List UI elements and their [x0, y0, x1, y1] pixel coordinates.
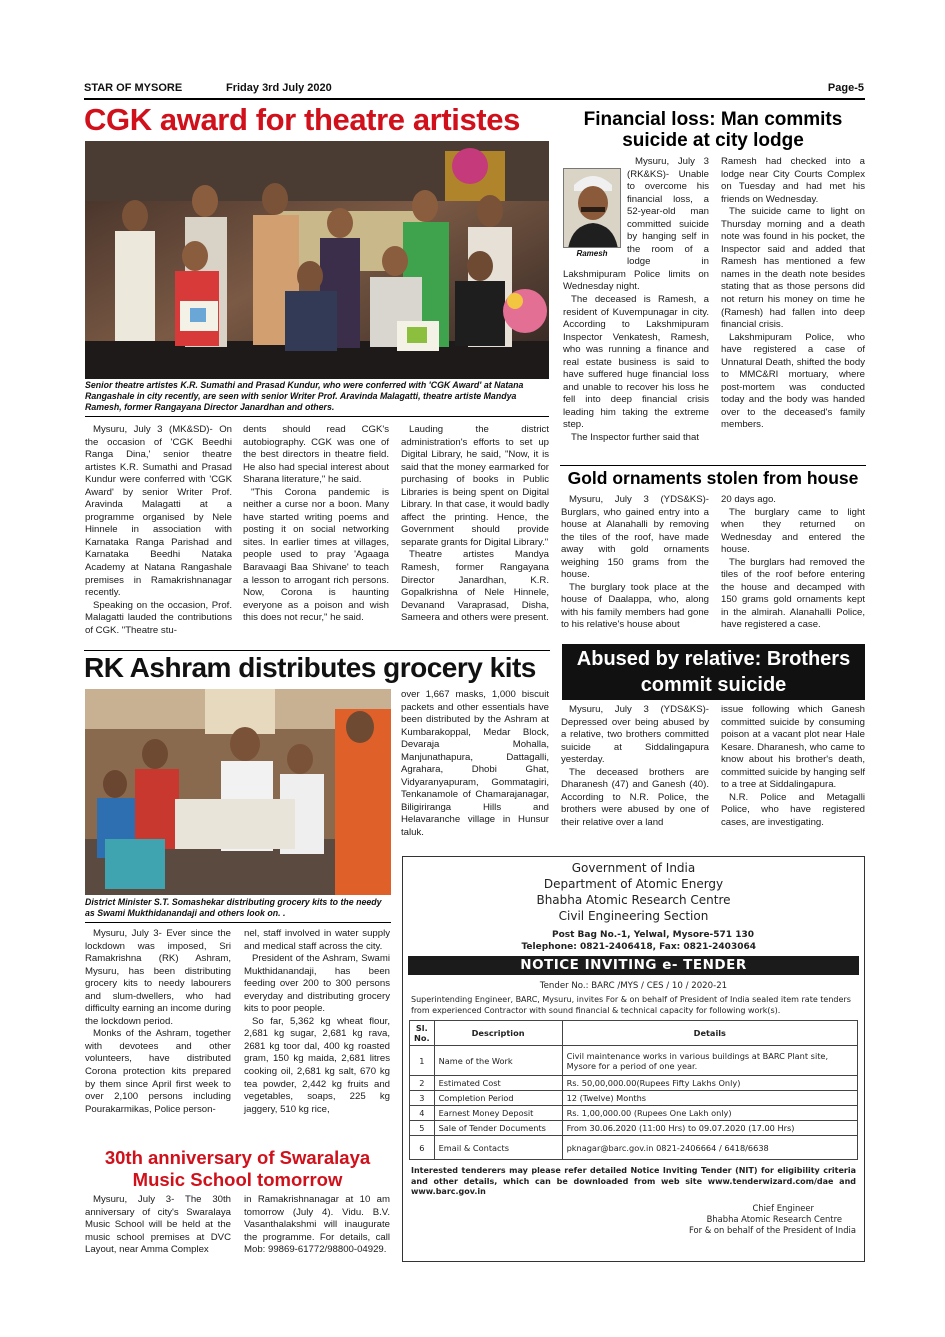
- table-row: [410, 1046, 858, 1076]
- grocery-photo: [85, 689, 391, 895]
- row-number: 4: [410, 1106, 435, 1121]
- header-details: Details: [562, 1021, 857, 1046]
- paragraph: issue following which Ganesh committed suicide by consuming poison at a vacant plot near Hale Kesare. Dharanesh, who came to know about his brother's death, committed suicide by hanging self to a tree at Siddalingapura.: [721, 704, 865, 791]
- tender-address: Post Bag No.-1, Yelwal, Mysore-571 130: [551, 930, 754, 940]
- row-details: From 30.06.2020 (11:00 Hrs) to 09.07.2020 (17.00 Hrs): [562, 1121, 857, 1136]
- paragraph: "This Corona pandemic is neither a curse nor a boon. Many have started writing poems and posting it on social networking sites. In earlier times at villages, people used to pray 'Agaaga Baravaagi Baa Shivane' to teach a lesson to arrogant rich persons. Now, Corona is haunting everyone as a poison and wish this does not recur," he said.: [243, 486, 389, 624]
- row-number: 3: [410, 1091, 435, 1106]
- paragraph: Mysuru, July 3 (YDS&KS)- Depressed over being abused by a relative, two brothers committed suicide at Siddalingapura yesterday.: [561, 704, 709, 766]
- grocery-distribution-photo-icon: [85, 689, 391, 895]
- abused-column-2: [721, 704, 865, 829]
- tender-signatory-behalf: For & on behalf of the President of India: [688, 1224, 856, 1235]
- row-description: Email & Contacts: [434, 1136, 562, 1160]
- table-row: [410, 1106, 858, 1121]
- paragraph: 20 days ago.: [721, 494, 776, 505]
- suicide-headline: Financial loss: Man commits suicide at city lodge: [583, 109, 843, 152]
- row-description: Earnest Money Deposit: [434, 1106, 562, 1121]
- gold-column-1: [561, 494, 709, 632]
- abused-column-1: [561, 704, 709, 829]
- header-sl: Sl. No.: [410, 1021, 435, 1046]
- suicide-column-2: [721, 156, 865, 432]
- gold-headline: Gold ornaments stolen from house: [567, 468, 859, 488]
- grocery-column-3: [401, 689, 549, 840]
- grocery-column-1: [85, 928, 231, 1116]
- lead-text: Mysuru, July 3 (RK&KS)- Unable to overcome his financial loss, a 52-year-old man committed suicide by hanging self in the room of a lodge in Lakshmipuram Police limits on Wednesday night.: [563, 156, 709, 293]
- grocery-caption: District Minister S.T. Somashekar distributing grocery kits to the needy as Swami Mukthidanandaji and others look on. .: [85, 897, 382, 918]
- grocery-column-2: [244, 928, 390, 1116]
- row-number: 5: [410, 1121, 435, 1136]
- row-details: Rs. 1,00,000.00 (Rupees One Lakh only): [562, 1106, 857, 1121]
- header-description: Description: [434, 1021, 562, 1046]
- tender-notice: [402, 856, 865, 1262]
- paragraph-lead: [563, 156, 709, 294]
- tender-intro: Superintending Engineer, BARC, Mysuru, invites For & on behalf of President of India sealed item rate tenders from experienced Contractor with sound financial & technical capacity for following work(s).: [411, 995, 851, 1015]
- table-header-row: [410, 1021, 858, 1046]
- paragraph: Mysuru, July 3 (MK&SD)- On the occasion of 'CGK Beedhi Ranga Dina,' senior theatre artistes K.R. Sumathi and Prasad Kundur were conferred with 'CGK Award' by senior Writer Prof. Aravinda Malagatti at a programme organised by Nele Hinnele in association with Karnataka Ranga Parishad and Karnataka Beedhi Nataka Academy at Natana Rangashale premises in Ramakrishnanagar recently.: [85, 424, 232, 599]
- gold-top-rule: [560, 465, 866, 466]
- paragraph: Mysuru, July 3- Ever since the lockdown was imposed, Sri Ramakrishna (RK) Ashram, Mysuru, has been distributing grocery kits to needy labourers and slum-dwellers, who had difficulty earning an income during the lockdown period.: [85, 928, 231, 1027]
- page-number: Page-5: [827, 82, 864, 94]
- masthead: [84, 82, 864, 98]
- paragraph: Lauding the district administration's efforts to set up Digital Library, he said, "Now, it is said that the money earmarked for purchasing of books in Public Libraries is being spent on Digital Library. In that case, it would badly affect the printing. Hence, the Government should provide separate grants for Digital Library.": [401, 424, 549, 548]
- swaralaya-column-1: [85, 1194, 231, 1257]
- paragraph: The deceased brothers are Dharanesh (47) and Ganesh (40). According to N.R. Police, the brothers were abused by one of their relative over a land: [561, 766, 709, 828]
- cgk-caption: Senior theatre artistes K.R. Sumathi and Prasad Kundur, who were conferred with 'CGK Award' at Natana Rangashale in city recently, are seen with senior Writer Prof. Aravinda Malagatti, theatre artiste Mandya Ramesh, former Rangayana Director Janardhan and others.: [85, 380, 524, 412]
- paragraph: So far, 5,362 kg wheat flour, 2,681 kg sugar, 2,681 kg rava, 2681 kg toor dal, 400 kg roasted gram, 150 kg maida, 2,681 litres cooking oil, 2,681 kg salt, 670 kg tea powder, 2,442 kg fruits and vegetables, soaps, 225 kg jaggery, 510 kg rice,: [244, 1015, 390, 1115]
- table-row: [410, 1076, 858, 1091]
- cgk-column-2: [243, 424, 389, 625]
- grocery-top-rule: [84, 650, 550, 651]
- tender-org-2: Department of Atomic Energy: [543, 877, 724, 891]
- tender-org-3: Bhabha Atomic Research Centre: [536, 893, 731, 907]
- paragraph: The deceased is Ramesh, a resident of Kuvempunagar in city. According to Lakshmipuram Inspector Venkatesh, Ramesh, who was running a finance and real estate business is said to have suffered huge financial loss and unable to recover his loss he fell into deep financial crisis leading him taking the extreme step.: [563, 294, 709, 431]
- cgk-column-1: [85, 424, 232, 637]
- paragraph: Mysuru, July 3 (YDS&KS)- Burglars, who gained entry into a house at Alanahalli by removing the tiles of the roof, have made away with gold ornaments weighing 150 grams from the house.: [561, 494, 709, 581]
- paragraph: The burglars had removed the tiles of the roof before entering the house and decamped with 150 grams gold ornaments kept in the almirah. Alanahalli Police, have registered a case.: [721, 556, 865, 631]
- paragraph: dents should read CGK's autobiography. CGK was one of the best directors in theatre field. He also had special interest about Sharana literature," he said.: [243, 424, 389, 486]
- paragraph: over 1,667 masks, 1,000 biscuit packets and other essentials have been distributed by the Ashram at Kumbarakoppal, Medar Block, Devaraja Mohalla, Manjunathapura, Dattagalli, Agrahara, Dhobi Ghat, Vidyaranyapuram, Gommatagiri, Tenkanamole of Chamarajanagar, Biligiriranga Hills and Helavaranche village in Hunsur taluk.: [401, 689, 549, 839]
- cgk-photo: [85, 141, 549, 379]
- row-details: pknagar@barc.gov.in 0821-2406664 / 6418/6638: [562, 1136, 857, 1160]
- paragraph: nel, staff involved in water supply and medical staff across the city.: [244, 928, 390, 952]
- ramesh-photo-label: Ramesh: [576, 249, 608, 258]
- cgk-group-photo-icon: [85, 141, 549, 379]
- paragraph: in Ramakrishnanagar at 10 am tomorrow (July 4). Vidu. B.V. Vasanthalakshmi will inaugurate the programme. For details, call Mob: 99869-61772/98800-04929.: [244, 1194, 390, 1256]
- tender-signatory-org: Bhabha Atomic Research Centre: [706, 1213, 842, 1224]
- tender-number: Tender No.: BARC /MYS / CES / 10 / 2020-21: [539, 981, 728, 991]
- paper-name: STAR OF MYSORE: [84, 82, 183, 94]
- table-row: [410, 1091, 858, 1106]
- masthead-rule: [84, 98, 865, 100]
- suicide-column-1: [563, 156, 709, 445]
- cgk-column-3: [401, 424, 549, 625]
- tender-org-1: Government of India: [571, 861, 696, 875]
- cgk-caption-rule: [85, 416, 549, 417]
- row-details: 12 (Twelve) Months: [562, 1091, 857, 1106]
- table-row: [410, 1121, 858, 1136]
- cgk-headline: CGK award for theatre artistes: [84, 102, 520, 137]
- tender-org-4: Civil Engineering Section: [558, 909, 709, 923]
- row-description: Name of the Work: [434, 1046, 562, 1076]
- paragraph: Speaking on the occasion, Prof. Malagatti lauded the contributions of CGK. "Theatre stu-: [85, 599, 232, 636]
- row-number: 1: [410, 1046, 435, 1076]
- issue-date: Friday 3rd July 2020: [226, 82, 332, 94]
- paragraph: The suicide came to light on Thursday morning and a death note was found in his pocket, the Inspector said and added that Ramesh has mentioned a few names in the death note besides stating that as those persons did not return his money on time he (Ramesh) had fallen into deep financial crisis.: [721, 206, 865, 331]
- paragraph: Monks of the Ashram, together with devotees and other volunteers, have distributed Corona protection kits prepared by them since April first week to over 2,100 persons including Pourakarmikas, Police person-: [85, 1028, 231, 1115]
- grocery-caption-rule: [85, 922, 391, 923]
- paragraph: Theatre artistes Mandya Ramesh, former Rangayana Director Janardhan, K.R. Gopalkrishna of Nele Hinnele, Devanand Varaprasad, Disha, Sameera and others were present.: [401, 549, 549, 624]
- row-description: Sale of Tender Documents: [434, 1121, 562, 1136]
- paragraph: The burglary came to light when they returned on Wednesday and entered the house.: [721, 506, 865, 556]
- swaralaya-headline: 30th anniversary of Swaralaya Music School tomorrow: [104, 1147, 371, 1190]
- row-description: Completion Period: [434, 1091, 562, 1106]
- tender-phone: Telephone: 0821-2406418, Fax: 0821-2403064: [521, 942, 756, 952]
- paragraph: N.R. Police and Metagalli Police, who have registered cases, are investigating.: [721, 791, 865, 828]
- paragraph: President of the Ashram, Swami Mukthidanandaji, has been feeding over 200 to 300 persons everyday and distributing grocery kits to poor people.: [244, 953, 390, 1015]
- row-description: Estimated Cost: [434, 1076, 562, 1091]
- paragraph: Lakshmipuram Police, who have registered a case of Unnatural Death, shifted the body to MMC&RI mortuary, where post-mortem was conducted today and the body was handed over to the deceased's family members.: [721, 331, 865, 431]
- photo-wrap-spacer: [563, 156, 627, 262]
- abused-headline: Abused by relative: Brothers commit suicide: [562, 644, 865, 700]
- tender-table: [409, 1020, 858, 1160]
- paragraph: Ramesh had checked into a lodge near City Courts Complex on Tuesday and had met his friends on Wednesday.: [721, 156, 865, 205]
- paragraph: Mysuru, July 3- The 30th anniversary of city's Swaralaya Music School will be held at the music school premises at DVC Layout, near Amma Complex: [85, 1194, 231, 1256]
- tender-footer: Interested tenderers may please refer detailed Notice Inviting Tender (NIT) for eligibility criteria and other details, which can be downloaded from web site www.tenderwizard.com/dae and www.barc.gov.in: [411, 1166, 856, 1196]
- tender-banner: NOTICE INVITING e- TENDER: [408, 956, 859, 975]
- paragraph: The Inspector further said that: [571, 432, 699, 444]
- grocery-headline: RK Ashram distributes grocery kits: [84, 652, 536, 683]
- row-details: Rs. 50,00,000.00(Rupees Fifty Lakhs Only): [562, 1076, 857, 1091]
- row-number: 6: [410, 1136, 435, 1160]
- paragraph: The burglary took place at the house of Daalappa, who, along with his family members had gone to his relative's house about: [561, 581, 709, 631]
- row-details: Civil maintenance works in various buildings at BARC Plant site, Mysore for a period of one year.: [562, 1046, 857, 1076]
- gold-column-2: [721, 494, 865, 632]
- table-row: [410, 1136, 858, 1160]
- row-number: 2: [410, 1076, 435, 1091]
- tender-table-wrap: [403, 1020, 864, 1160]
- tender-signatory: Chief Engineer: [752, 1202, 814, 1213]
- swaralaya-column-2: [244, 1194, 390, 1257]
